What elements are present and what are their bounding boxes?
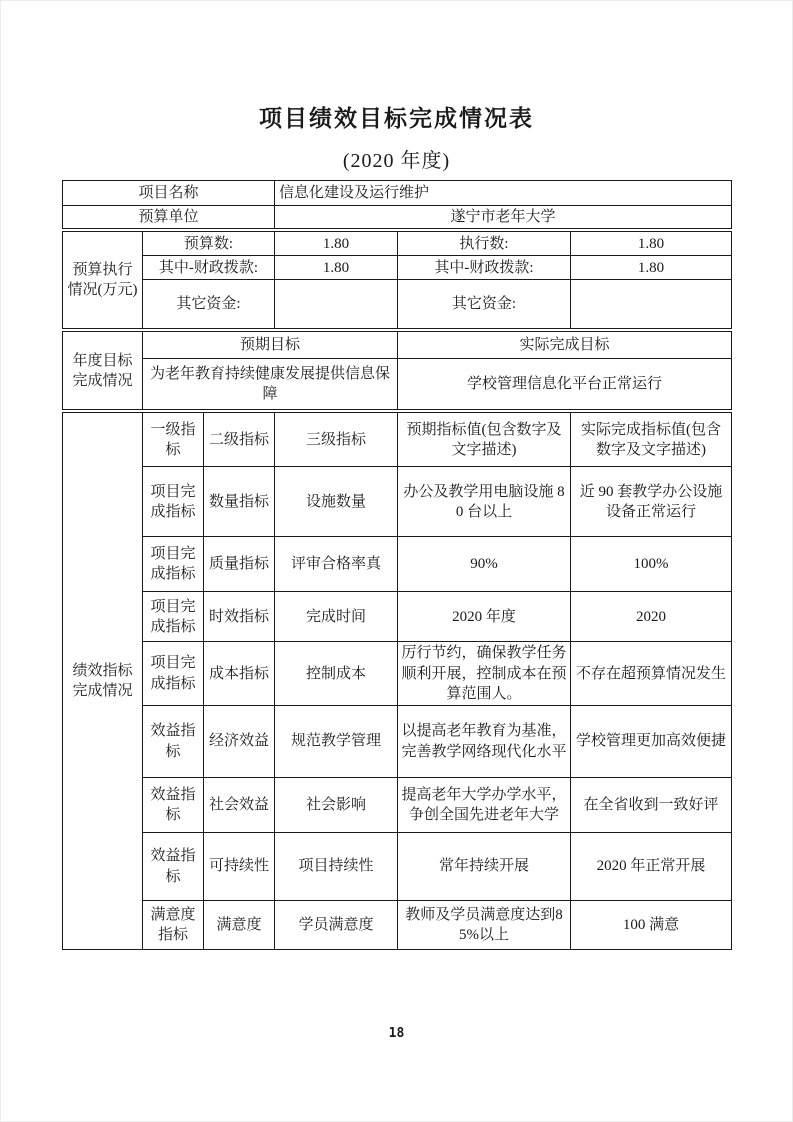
- indicator-level1-cell: 项目完成指标: [143, 642, 204, 706]
- indicator-row: [63, 706, 732, 778]
- budget-label-cell: 其中-财政拨款:: [398, 256, 571, 280]
- budget-unit-label-cell: 预算单位: [63, 206, 275, 229]
- indicator-header-level1-cell: 一级指标: [143, 413, 204, 467]
- indicator-level2-cell: 成本指标: [204, 642, 275, 706]
- indicator-row: [63, 467, 732, 537]
- indicator-level1-cell: 项目完成指标: [143, 467, 204, 537]
- indicator-level3-cell: 学员满意度: [275, 901, 398, 950]
- indicator-level2-cell: 时效指标: [204, 592, 275, 642]
- page-subtitle: (2020 年度): [342, 150, 451, 172]
- indicator-level3-cell: 设施数量: [275, 467, 398, 537]
- budget-value-cell: [571, 280, 732, 329]
- budget-label-cell: 执行数:: [398, 232, 571, 256]
- performance-indicators-table: [62, 412, 732, 950]
- indicator-level3-cell: 完成时间: [275, 592, 398, 642]
- budget-value-cell: 1.80: [571, 256, 732, 280]
- page-number: 18: [388, 1026, 405, 1041]
- indicator-expected-cell: 办公及教学用电脑设施 80 台以上: [398, 467, 571, 537]
- indicator-actual-cell: 不存在超预算情况发生: [571, 642, 732, 706]
- project-name-row: [63, 181, 732, 206]
- indicator-actual-cell: 近 90 套教学办公设施设备正常运行: [571, 467, 732, 537]
- annual-goal-header-row: [63, 332, 732, 359]
- indicator-level2-cell: 社会效益: [204, 778, 275, 833]
- indicator-expected-cell: 90%: [398, 537, 571, 592]
- indicator-header-level2-cell: 二级指标: [204, 413, 275, 467]
- indicator-row: [63, 833, 732, 901]
- budget-execution-table: [62, 231, 732, 329]
- indicator-actual-cell: 100 满意: [571, 901, 732, 950]
- budget-value-cell: 1.80: [275, 232, 398, 256]
- budget-value-cell: 1.80: [275, 256, 398, 280]
- indicators-section-label-cell: 绩效指标完成情况: [63, 413, 143, 950]
- indicator-level3-cell: 控制成本: [275, 642, 398, 706]
- indicator-level3-cell: 社会影响: [275, 778, 398, 833]
- project-name-label-cell: 项目名称: [63, 181, 275, 206]
- indicator-level2-cell: 数量指标: [204, 467, 275, 537]
- indicator-header-expected-cell: 预期指标值(包含数字及文字描述): [398, 413, 571, 467]
- annual-goal-value-row: [63, 359, 732, 410]
- indicator-row: [63, 642, 732, 706]
- indicator-actual-cell: 学校管理更加高效便捷: [571, 706, 732, 778]
- indicator-level1-cell: 项目完成指标: [143, 537, 204, 592]
- indicator-expected-cell: 教师及学员满意度达到85%以上: [398, 901, 571, 950]
- budget-section-label-cell: 预算执行情况(万元): [63, 232, 143, 329]
- indicator-level1-cell: 效益指标: [143, 778, 204, 833]
- budget-label-cell: 其中-财政拨款:: [143, 256, 275, 280]
- indicator-level2-cell: 经济效益: [204, 706, 275, 778]
- budget-label-cell: 预算数:: [143, 232, 275, 256]
- indicator-actual-cell: 2020: [571, 592, 732, 642]
- budget-label-cell: 其它资金:: [143, 280, 275, 329]
- budget-unit-row: [63, 206, 732, 229]
- indicator-level2-cell: 可持续性: [204, 833, 275, 901]
- indicator-header-level3-cell: 三级指标: [275, 413, 398, 467]
- report-table-group: [62, 180, 731, 952]
- budget-value-cell: [275, 280, 398, 329]
- budget-row: [63, 232, 732, 256]
- indicator-level2-cell: 质量指标: [204, 537, 275, 592]
- expected-goal-value-cell: 为老年教育持续健康发展提供信息保障: [143, 359, 398, 410]
- budget-label-cell: 其它资金:: [398, 280, 571, 329]
- project-info-table: [62, 180, 732, 229]
- indicator-level1-cell: 效益指标: [143, 706, 204, 778]
- annual-goal-section-label-cell: 年度目标完成情况: [63, 332, 143, 410]
- budget-unit-value-cell: 遂宁市老年大学: [275, 206, 732, 229]
- indicator-level1-cell: 项目完成指标: [143, 592, 204, 642]
- indicator-actual-cell: 2020 年正常开展: [571, 833, 732, 901]
- indicator-expected-cell: 以提高老年教育为基准，完善教学网络现代化水平: [398, 706, 571, 778]
- budget-row: [63, 280, 732, 329]
- indicator-expected-cell: 常年持续开展: [398, 833, 571, 901]
- indicator-row: [63, 592, 732, 642]
- indicator-level3-cell: 评审合格率真: [275, 537, 398, 592]
- indicator-actual-cell: 在全省收到一致好评: [571, 778, 732, 833]
- indicator-expected-cell: 2020 年度: [398, 592, 571, 642]
- indicator-header-actual-cell: 实际完成指标值(包含数字及文字描述): [571, 413, 732, 467]
- budget-row: [63, 256, 732, 280]
- actual-goal-header-cell: 实际完成目标: [398, 332, 732, 359]
- indicator-level1-cell: 满意度指标: [143, 901, 204, 950]
- indicator-level3-cell: 规范教学管理: [275, 706, 398, 778]
- annual-goal-table: [62, 331, 732, 410]
- expected-goal-header-cell: 预期目标: [143, 332, 398, 359]
- indicator-level1-cell: 效益指标: [143, 833, 204, 901]
- indicator-row: [63, 901, 732, 950]
- indicator-row: [63, 778, 732, 833]
- indicator-header-row: [63, 413, 732, 467]
- indicator-expected-cell: 厉行节约，确保教学任务顺利开展，控制成本在预算范围人。: [398, 642, 571, 706]
- indicator-row: [63, 537, 732, 592]
- indicator-level2-cell: 满意度: [204, 901, 275, 950]
- budget-value-cell: 1.80: [571, 232, 732, 256]
- actual-goal-value-cell: 学校管理信息化平台正常运行: [398, 359, 732, 410]
- page-title: 项目绩效目标完成情况表: [259, 106, 534, 131]
- indicator-expected-cell: 提高老年大学办学水平，争创全国先进老年大学: [398, 778, 571, 833]
- project-name-value-cell: 信息化建设及运行维护: [275, 181, 732, 206]
- indicator-level3-cell: 项目持续性: [275, 833, 398, 901]
- indicator-actual-cell: 100%: [571, 537, 732, 592]
